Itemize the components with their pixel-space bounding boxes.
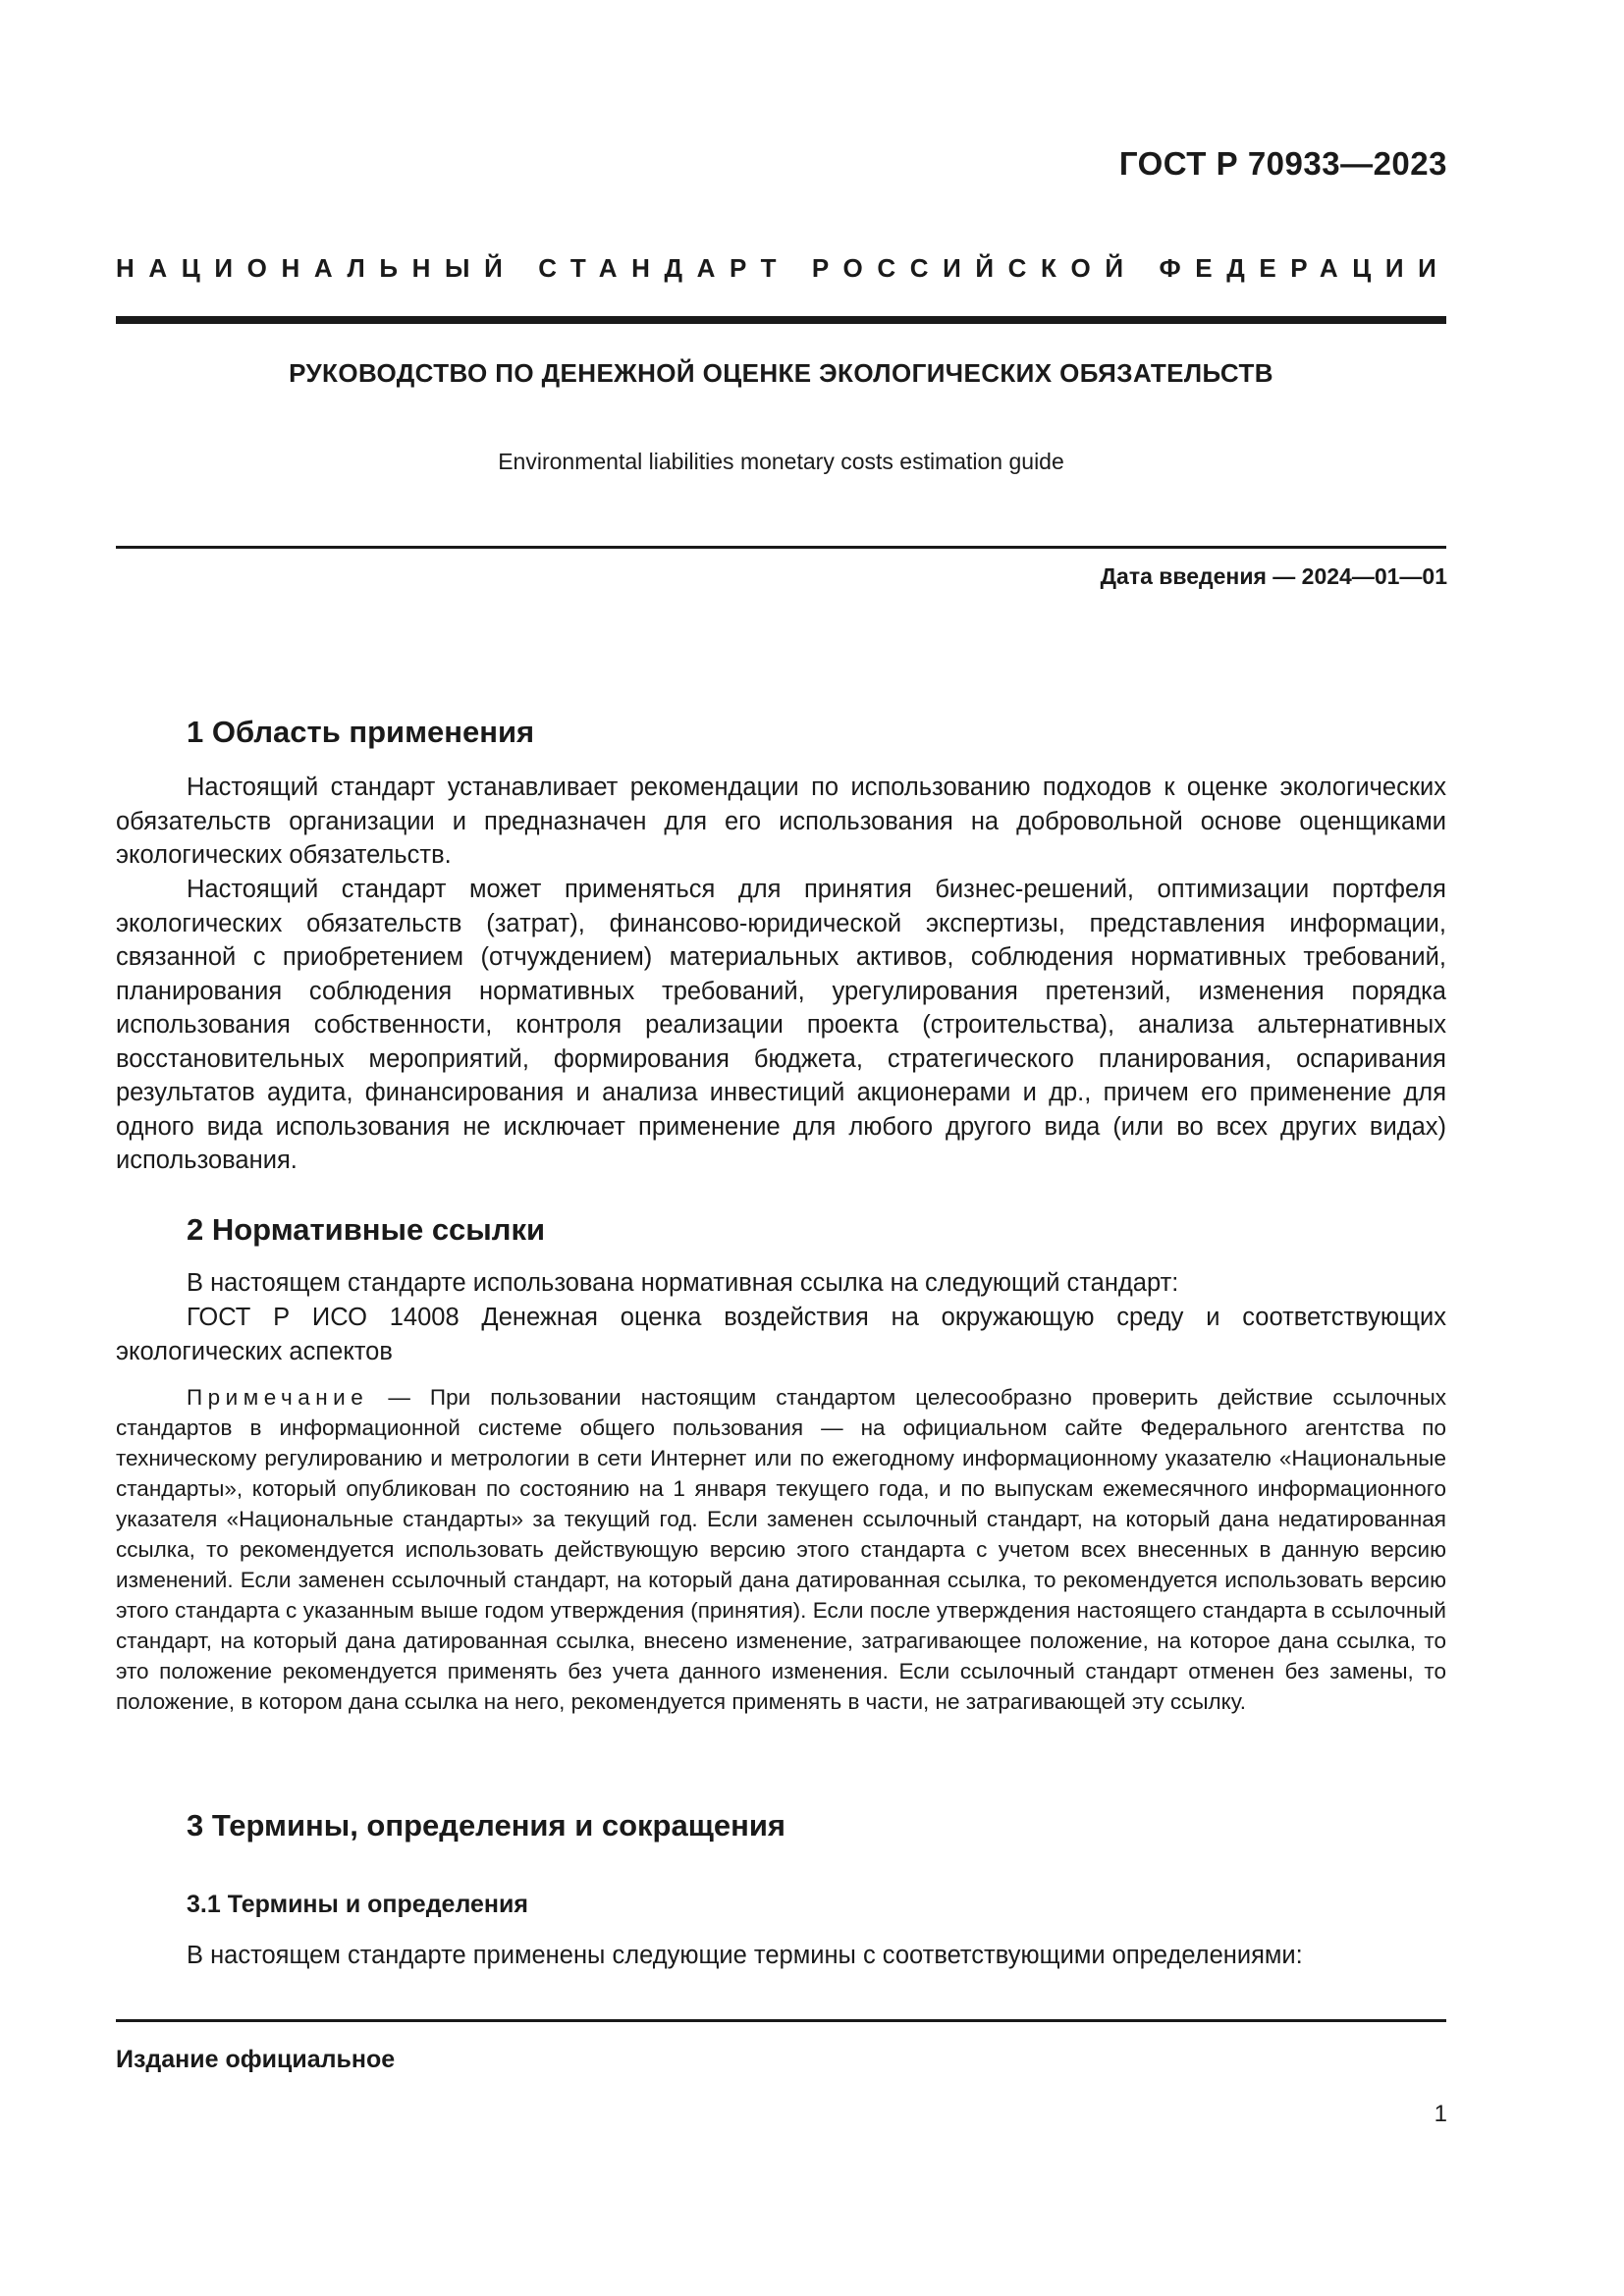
document-title-ru: РУКОВОДСТВО ПО ДЕНЕЖНОЙ ОЦЕНКЕ ЭКОЛОГИЧЕСКИХ ОБЯЗАТЕЛЬСТВ <box>289 358 1273 388</box>
section-1-paragraph-2: Настоящий стандарт может применяться для принятия бизнес-решений, оптимизации портфеля экологических обязательств (затрат), финансово-юридической экспертизы, представления информации, связанной с приобретением (отчуждением) материальных активов, соблюдения нормативных требований, планирования соблюдения нормативных требований, урегулирования претензий, изменения порядка использования собственности, контроля реализации проекта (строительства), анализа альтернативных восстановительных мероприятий, формирования бюджета, стратегического планирования, оспаривания результатов аудита, финансирования и анализа инвестиций акционерами и др., причем его применение для одного вида использования не исключает применение для любого другого вида (или во всех других видах) использования. <box>116 876 1446 1174</box>
thin-divider-top <box>116 546 1446 549</box>
document-title-en: Environmental liabilities monetary costs estimation guide <box>498 449 1064 474</box>
introduction-date: Дата введения — 2024—01—01 <box>1100 563 1447 589</box>
national-standard-title: НАЦИОНАЛЬНЫЙ СТАНДАРТ РОССИЙСКОЙ ФЕДЕРАЦИИ <box>116 253 1451 283</box>
document-number: ГОСТ Р 70933—2023 <box>1118 145 1447 182</box>
section-2-reference: ГОСТ Р ИСО 14008 Денежная оценка воздействия на окружающую среду и соответствующих экологических аспектов <box>116 1304 1446 1365</box>
page-number: 1 <box>1434 2101 1447 2127</box>
note-label: Примечание <box>187 1385 369 1410</box>
section-2-heading: 2 Нормативные ссылки <box>187 1212 546 1247</box>
section-1-paragraph-1: Настоящий стандарт устанавливает рекомендации по использованию подходов к оценке экологических обязательств организации и предназначен для его использования на добровольной основе оценщиками экологических обязательств. <box>116 774 1446 869</box>
section-2-note <box>116 1382 1446 1717</box>
official-edition-label: Издание официальное <box>116 2046 396 2073</box>
thin-divider-bottom <box>116 2019 1446 2022</box>
section-1-heading: 1 Область применения <box>187 715 535 749</box>
section-3-1-paragraph: В настоящем стандарте применены следующие термины с соответствующими определениями: <box>187 1942 1303 1969</box>
thick-divider <box>116 316 1446 324</box>
section-3-1-heading: 3.1 Термины и определения <box>187 1891 528 1918</box>
note-text: — При пользовании настоящим стандартом целесообразно проверить действие ссылочных стандартов в информационной системе общего пользования — на официальном сайте Федерального агентства по техническому регулированию и метрологии в сети Интернет или по ежегодному информационному указателю «Национальные стандарты», который опубликован по состоянию на 1 января текущего года, и по выпускам ежемесячного информационного указателя «Национальные стандарты» за текущий год. Если заменен ссылочный стандарт, на который дана недатированная ссылка, то рекомендуется использовать действующую версию этого стандарта с учетом всех внесенных в данную версию изменений. Если заменен ссылочный стандарт, на который дана датированная ссылка, то рекомендуется использовать версию этого стандарта с указанным выше годом утверждения (принятия). Если после утверждения настоящего стандарта в ссылочный стандарт, на который дана датированная ссылка, внесено изменение, затрагивающее положение, на которое дана ссылка, то это положение рекомендуется применять без учета данного изменения. Если ссылочный стандарт отменен без замены, то положение, в котором дана ссылка на него, рекомендуется применять в части, не затрагивающей эту ссылку. <box>116 1385 1446 1714</box>
section-3-heading: 3 Термины, определения и сокращения <box>187 1808 785 1842</box>
section-2-paragraph-1: В настоящем стандарте использована нормативная ссылка на следующий стандарт: <box>187 1269 1179 1297</box>
